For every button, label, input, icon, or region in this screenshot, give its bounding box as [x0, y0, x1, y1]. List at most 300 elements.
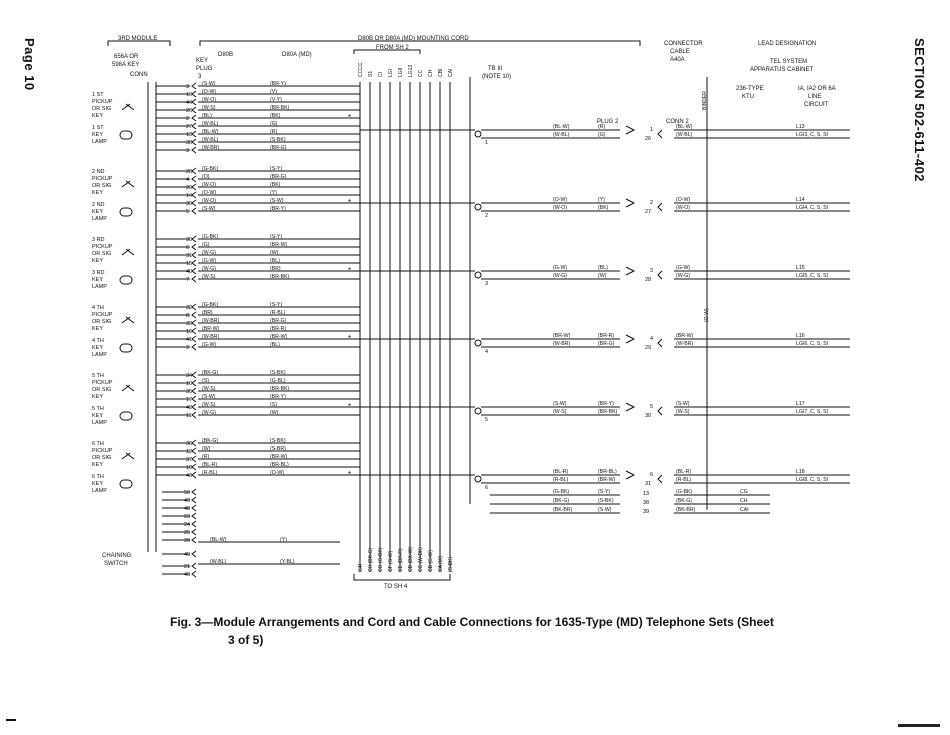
bus-bottom-label-3: CG (G-BK): [378, 547, 384, 572]
plug2-pin-2: 27: [645, 209, 652, 215]
d80b-color: (W-BL): [202, 137, 219, 143]
d80a-color: (BR-BK): [270, 386, 290, 392]
pin-arrow: [192, 320, 196, 326]
extra-lead: CAI: [740, 507, 749, 513]
bottom-pin-arrow: [192, 521, 196, 527]
d80b-color: (W-G): [202, 266, 217, 272]
d80a-color: (W): [270, 250, 279, 256]
note-asterisk: *: [348, 334, 352, 343]
d80a-color: (BR-Y): [270, 206, 286, 212]
bus-bottom-label-5: CE (BK-R): [398, 548, 404, 572]
tb-left-1: (BL-W): [553, 124, 570, 130]
pin-arrow: [192, 440, 196, 446]
conn2-arrow: [658, 130, 662, 138]
tb-note: (NOTE 10): [482, 74, 512, 80]
d80b-color: (BK-G): [202, 370, 219, 376]
lamp-symbol: [120, 344, 132, 352]
pin-arrow: [192, 304, 196, 310]
cable-color-1: (BL-W): [676, 124, 693, 130]
lead-2: LGI7, C, S, SI: [796, 409, 829, 415]
pin-number: 12: [186, 449, 193, 455]
cable-color-2: (R-BL): [676, 477, 692, 483]
lead-1: L13: [796, 124, 805, 130]
key-sig-1: PICKUP: [92, 380, 113, 386]
lamp-label: LAMP: [92, 284, 107, 290]
d80a-color: (R): [270, 129, 278, 135]
key-ordinal: 1 ST: [92, 92, 104, 98]
lead-2: LGI5, C, S, SI: [796, 273, 829, 279]
tb-right-2: (G): [598, 132, 606, 138]
tb-terminal-number: 2: [485, 213, 489, 219]
plug-arrow: [626, 403, 634, 411]
cable-color-2: (W-BL): [676, 132, 693, 138]
extra-cable: (G-BK): [676, 489, 693, 495]
tb-right-2: (BR-BK): [598, 409, 618, 415]
cable-color-2: (W-G): [676, 273, 691, 279]
lead-2: LGI3, C, S, SI: [796, 132, 829, 138]
key-ordinal: 2 ND: [92, 169, 105, 175]
pin-number: 37: [186, 457, 193, 463]
cable-color-2: (W-O): [676, 205, 691, 211]
lamp-ordinal: 1 ST: [92, 125, 104, 131]
tb-right-2: (W): [598, 273, 607, 279]
pin-number: 5: [186, 209, 190, 215]
tb-left-1: (BL-R): [553, 469, 569, 475]
d80b-color: (S): [202, 378, 209, 384]
pin-number: 26: [186, 108, 193, 114]
caption-line-1: Fig. 3—Module Arrangements and Cord and Cable Connections for 1635-Type (MD) Telephone Sets (Sheet: [170, 615, 774, 629]
lamp-label: LAMP: [92, 488, 107, 494]
pin-arrow: [192, 147, 196, 153]
pin-arrow: [192, 139, 196, 145]
extra-tb-left: (G-BK): [553, 489, 570, 495]
d80a-color: (BK): [270, 113, 281, 119]
pin-number: 32: [186, 305, 193, 311]
plug2-pin-1: 2: [650, 200, 654, 206]
conn2-arrow: [658, 475, 662, 483]
pin-number: 9: [186, 345, 190, 351]
d80a-color: (BR-G): [270, 318, 287, 324]
d80b-color: (W-G): [202, 410, 217, 416]
bottom-pin-arrow: [192, 513, 196, 519]
d80b-color: (W-O): [202, 97, 217, 103]
lamp-key: KEY: [92, 413, 104, 419]
d80a-color: (S-BK): [270, 438, 286, 444]
pin-arrow: [192, 131, 196, 137]
d80a-color: (W): [270, 410, 279, 416]
tb-terminal: [475, 408, 481, 414]
ktu-1: 236-TYPE: [736, 86, 764, 92]
pin-arrow: [192, 91, 196, 97]
pin-arrow: [192, 176, 196, 182]
extra-tb-right: (S-W): [598, 507, 612, 513]
pin-arrow: [192, 328, 196, 334]
key-sig-3: KEY: [92, 190, 104, 196]
d80b-color: (W-BR): [202, 318, 220, 324]
lead-1: L15: [796, 265, 805, 271]
pin-arrow: [192, 456, 196, 462]
d80b-color: (S-W): [202, 81, 216, 87]
pin-number: 8: [186, 313, 190, 319]
tb-terminal: [475, 476, 481, 482]
pin-number: 35: [186, 389, 193, 395]
lead-2: LGI8, C, S, SI: [796, 477, 829, 483]
plug2-pin-2: 29: [645, 345, 652, 351]
tb-right-1: (BR-BL): [598, 469, 617, 475]
bottom-pin: 20: [184, 538, 191, 544]
pin-arrow: [192, 115, 196, 121]
bus-bottom-label-4: CF (S-W): [388, 550, 394, 572]
pin-arrow: [192, 312, 196, 318]
d80a-color: (S-BK): [270, 137, 286, 143]
pin-number: 11: [186, 413, 192, 419]
pin-number: 15: [186, 261, 193, 267]
d80b-color: (O): [202, 174, 210, 180]
key-model-2: 598A KEY: [112, 62, 140, 68]
d80b-color: (O-W): [202, 89, 217, 95]
bus-bottom-label-7: CC (W-BK): [418, 547, 424, 572]
tb-left-2: (W-O): [553, 205, 568, 211]
lead-2: LGI4, C, S, SI: [796, 205, 829, 211]
pin-arrow: [192, 236, 196, 242]
pin-arrow: [192, 464, 196, 470]
plug2-pin-1: 4: [650, 336, 654, 342]
pin-arrow: [192, 192, 196, 198]
bottom-pin: 48: [184, 506, 191, 512]
tb-terminal: [475, 204, 481, 210]
tb-terminal: [475, 340, 481, 346]
plug-arrow: [626, 199, 634, 207]
conn2-arrow: [658, 271, 662, 279]
lead-2: LGI6, C, S, SI: [796, 341, 829, 347]
pin-number: 13: [186, 132, 193, 138]
d80a-color: (BL): [270, 342, 280, 348]
lamp-symbol: [120, 412, 132, 420]
tb-left-1: (G-W): [553, 265, 568, 271]
lamp-ordinal: 5 TH: [92, 406, 104, 412]
pin-number: 2: [186, 116, 190, 122]
lamp-label: LAMP: [92, 420, 107, 426]
lamp-label: LAMP: [92, 352, 107, 358]
key-sig-2: OR SIG: [92, 183, 112, 189]
key-sig-1: PICKUP: [92, 448, 113, 454]
d80b-color: (G-BK): [202, 302, 219, 308]
note-asterisk: *: [348, 113, 352, 122]
pin-arrow: [192, 472, 196, 478]
plug-arrow: [626, 267, 634, 275]
tb-terminal-number: 1: [485, 140, 489, 146]
bus-bottom-label-10: (S-BK): [448, 557, 454, 572]
d80b-color: (W-O): [202, 182, 217, 188]
extra-tb-right: (S-BK): [598, 498, 614, 504]
key-sig-2: OR SIG: [92, 106, 112, 112]
plug-label: PLUG: [196, 66, 213, 72]
bus-bottom-label-9: CA (W): [438, 555, 444, 572]
tb-right-1: (BL): [598, 265, 608, 271]
d80a-color: (BR-W): [270, 242, 288, 248]
lamp-label: LAMP: [92, 216, 107, 222]
tb-left-1: (S-W): [553, 401, 567, 407]
key-group-5: [92, 370, 850, 426]
plug2-pin-2: 31: [645, 481, 652, 487]
d80a-color: (S-BK): [270, 370, 286, 376]
plug2-pin-1: 1: [650, 127, 654, 133]
d80b-color: (W-G): [202, 250, 217, 256]
d80b-color: (G-W): [202, 342, 217, 348]
d80b-color: (W-BR): [202, 145, 220, 151]
extra-plug-pin: 39: [643, 509, 650, 515]
pin-number: 44: [186, 100, 193, 106]
plug2-label: PLUG 2: [597, 119, 619, 125]
lead-designation-header: LEAD DESIGNATION: [758, 41, 817, 47]
cable-color-2: (W-BR): [676, 341, 694, 347]
d80b-header: D80B: [218, 52, 234, 58]
plug2-pin-2: 26: [645, 136, 652, 142]
bottom-pin: 46: [184, 572, 191, 578]
key-sig-2: OR SIG: [92, 387, 112, 393]
chaining-switch-2: SWITCH: [104, 561, 128, 567]
d80a-color: (S-Y): [270, 234, 283, 240]
key-switch-symbol: [122, 181, 134, 187]
o-w-label: (O-W): [704, 308, 710, 322]
d80b-color: (W-S): [202, 274, 216, 280]
binder-label: BINDER: [702, 91, 708, 110]
cable-color-1: (G-W): [676, 265, 691, 271]
key-sig-3: KEY: [92, 326, 104, 332]
tb-left-2: (W-S): [553, 409, 567, 415]
d80b-color: (G-W): [202, 258, 217, 264]
extra-tb-right: (S-Y): [598, 489, 611, 495]
cord-bus-lines: [360, 82, 450, 572]
pin-arrow: [192, 380, 196, 386]
key-ordinal: 3 RD: [92, 237, 105, 243]
figure-caption: [170, 613, 810, 649]
lamp-key: KEY: [92, 345, 104, 351]
pin-number: 6: [186, 245, 190, 251]
bottom-pin: 45: [184, 552, 191, 558]
connector-cable-1: CONNECTOR: [664, 41, 703, 47]
lead-1: L14: [796, 197, 805, 203]
key-sig-1: PICKUP: [92, 176, 113, 182]
d80a-color: (BR-Y): [270, 81, 286, 87]
corner-mark: [898, 724, 940, 727]
bus-label-8: CH: [428, 69, 434, 77]
tb-right-1: (BR-Y): [598, 401, 614, 407]
d80b-color: (BK-G): [202, 438, 219, 444]
pin-number: 36: [186, 441, 193, 447]
key-sig-1: PICKUP: [92, 244, 113, 250]
plug-arrow: [626, 335, 634, 343]
pin-number: 28: [186, 169, 193, 175]
lamp-key: KEY: [92, 209, 104, 215]
pin-number: 31: [186, 253, 193, 259]
caption-line-2: 3 of 5): [228, 633, 264, 647]
d80b-color: (BR-W): [202, 326, 220, 332]
d80b-color: (S-W): [202, 206, 216, 212]
d80b-color: (BL-R): [202, 462, 218, 468]
tb-right-1: (Y): [598, 197, 605, 203]
d80b-color: (S-W): [202, 394, 216, 400]
d80a-color: (BK): [270, 182, 281, 188]
key-switch-symbol: [122, 385, 134, 391]
d80b-color: (G-BK): [202, 234, 219, 240]
bottom-d80b: (W-BL): [210, 559, 227, 565]
pin-arrow: [192, 412, 196, 418]
key-switch-symbol: [122, 317, 134, 323]
d80a-color: (R-BL): [270, 310, 286, 316]
key-group-6: [92, 438, 850, 494]
pin-arrow: [192, 260, 196, 266]
bus-label-2: S1: [368, 70, 374, 77]
d80b-color: (W): [202, 446, 211, 452]
pin-arrow: [192, 208, 196, 214]
note-asterisk: *: [348, 198, 352, 207]
pin-number: 4: [186, 177, 190, 183]
d80a-color: (BR): [270, 266, 281, 272]
lamp-ordinal: 3 RD: [92, 270, 105, 276]
key-group-3: [92, 234, 850, 290]
bus-label-5: LGII: [398, 67, 404, 77]
cord-header: D80B OR D80A (MD) MOUNTING CORD: [358, 36, 469, 42]
tb-right-2: (BR-W): [598, 477, 616, 483]
d80b-color: (G-BK): [202, 166, 219, 172]
cable-color-2: (W-S): [676, 409, 690, 415]
key-ordinal: 4 TH: [92, 305, 104, 311]
key-switch-symbol: [122, 249, 134, 255]
d80a-header: D80A (MD): [282, 52, 312, 58]
lamp-ordinal: 4 TH: [92, 338, 104, 344]
plug2-pin-2: 30: [645, 413, 652, 419]
pin-number: 40: [186, 269, 193, 275]
key-sig-3: KEY: [92, 394, 104, 400]
bus-bottom-label-6: CD (BK-W): [408, 547, 414, 572]
d80a-color: (O-W): [270, 470, 285, 476]
d80b-color: (BL-W): [202, 129, 219, 135]
from-sheet-label: FROM SH 2: [376, 45, 409, 51]
tb-label: TB III: [488, 66, 503, 72]
key-sig-3: KEY: [92, 113, 104, 119]
cable-color-1: (BR-W): [676, 333, 694, 339]
extra-tb-left: (BK-BR): [553, 507, 573, 513]
bottom-pin-arrow: [192, 537, 196, 543]
d80a-color: (Y): [270, 190, 277, 196]
line-circuit-1: IA, IA2 OR 6A: [798, 86, 836, 92]
tb-left-1: (O-W): [553, 197, 568, 203]
conn2-arrow: [658, 339, 662, 347]
pin-number: 17: [186, 397, 193, 403]
note-asterisk: *: [348, 402, 352, 411]
conn-label: CONN: [130, 72, 148, 78]
pin-number: 34: [186, 373, 193, 379]
line-circuit-2: LINE: [808, 94, 822, 100]
lead-1: L18: [796, 469, 805, 475]
pin-number: 29: [186, 185, 193, 191]
d80b-color: (R-BL): [202, 470, 218, 476]
pin-number: 41: [186, 337, 193, 343]
d80a-color: (G-BL): [270, 378, 286, 384]
bottom-pin: 23: [184, 514, 191, 520]
key-model-1: 656A OR: [114, 54, 139, 60]
bottom-d80b: (BL-W): [210, 537, 227, 543]
bottom-pin-arrow: [192, 497, 196, 503]
bottom-pin-arrow: [192, 563, 196, 569]
pin-arrow: [192, 448, 196, 454]
bottom-pin: 21: [184, 564, 191, 570]
bus-bottom-label-8: CB (G-W): [428, 550, 434, 572]
pin-number: 3: [186, 84, 190, 90]
pin-arrow: [192, 372, 196, 378]
lamp-ordinal: 2 ND: [92, 202, 105, 208]
to-sheet-bracket: [354, 574, 450, 580]
module-title: 3RD MODULE: [118, 36, 158, 42]
tb-right-2: (BK): [598, 205, 609, 211]
pin-arrow: [192, 83, 196, 89]
extra-tb-left: (BK-G): [553, 498, 570, 504]
pin-arrow: [192, 184, 196, 190]
lamp-label: LAMP: [92, 139, 107, 145]
bottom-d80a: (Y): [280, 537, 287, 543]
d80b-color: (W-S): [202, 105, 216, 111]
key-sig-2: OR SIG: [92, 319, 112, 325]
pin-number: 7: [186, 277, 190, 283]
margin-mark: [6, 719, 16, 721]
page-label: Page 10: [22, 38, 37, 91]
key-switch-symbol: [122, 104, 134, 110]
d80a-color: (BL): [270, 258, 280, 264]
tb-terminal-number: 6: [485, 485, 489, 491]
d80a-color: (S): [270, 402, 277, 408]
pin-number: 39: [186, 201, 193, 207]
d80b-color: (BR): [202, 310, 213, 316]
bottom-pin-arrow: [192, 505, 196, 511]
bus-label-1: CCCC: [358, 62, 364, 77]
key-sig-1: PICKUP: [92, 312, 113, 318]
tb-left-2: (W-G): [553, 273, 568, 279]
pin-number: 27: [186, 124, 193, 130]
pin-number: 19: [186, 92, 193, 98]
bus-label-10: CAI: [448, 68, 454, 77]
bottom-d80a: (Y-BL): [280, 559, 295, 565]
pin-arrow: [192, 99, 196, 105]
bottom-pin: 50: [184, 490, 191, 496]
d80a-color: (BR-G): [270, 145, 287, 151]
note-asterisk: *: [348, 266, 352, 275]
bottom-pin: 25: [184, 530, 191, 536]
tb-terminal: [475, 131, 481, 137]
bottom-pin-arrow: [192, 489, 196, 495]
d80b-color: (BL): [202, 113, 212, 119]
d80a-color: (BR-G): [270, 174, 287, 180]
d80a-color: (S-W): [270, 198, 284, 204]
d80b-color: (W-O): [202, 198, 217, 204]
connector-cable-3: A40A: [670, 57, 685, 63]
d80a-color: (BR-W): [270, 334, 288, 340]
conn2-label: CONN 2: [666, 119, 689, 125]
plug-number: 3: [198, 74, 202, 80]
key-ordinal: 5 TH: [92, 373, 104, 379]
d80b-color: (R): [202, 454, 210, 460]
pin-number: 10: [186, 381, 193, 387]
extra-lead: CG: [740, 489, 748, 495]
d80b-color: (W-BL): [202, 121, 219, 127]
line-circuit-3: CIRCUIT: [804, 102, 829, 108]
pin-arrow: [192, 168, 196, 174]
plug2-pin-1: 6: [650, 472, 654, 478]
bus-label-7: CC: [418, 69, 424, 77]
pin-number: 33: [186, 321, 193, 327]
tb-right-1: (BR-R): [598, 333, 615, 339]
lamp-symbol: [120, 131, 132, 139]
